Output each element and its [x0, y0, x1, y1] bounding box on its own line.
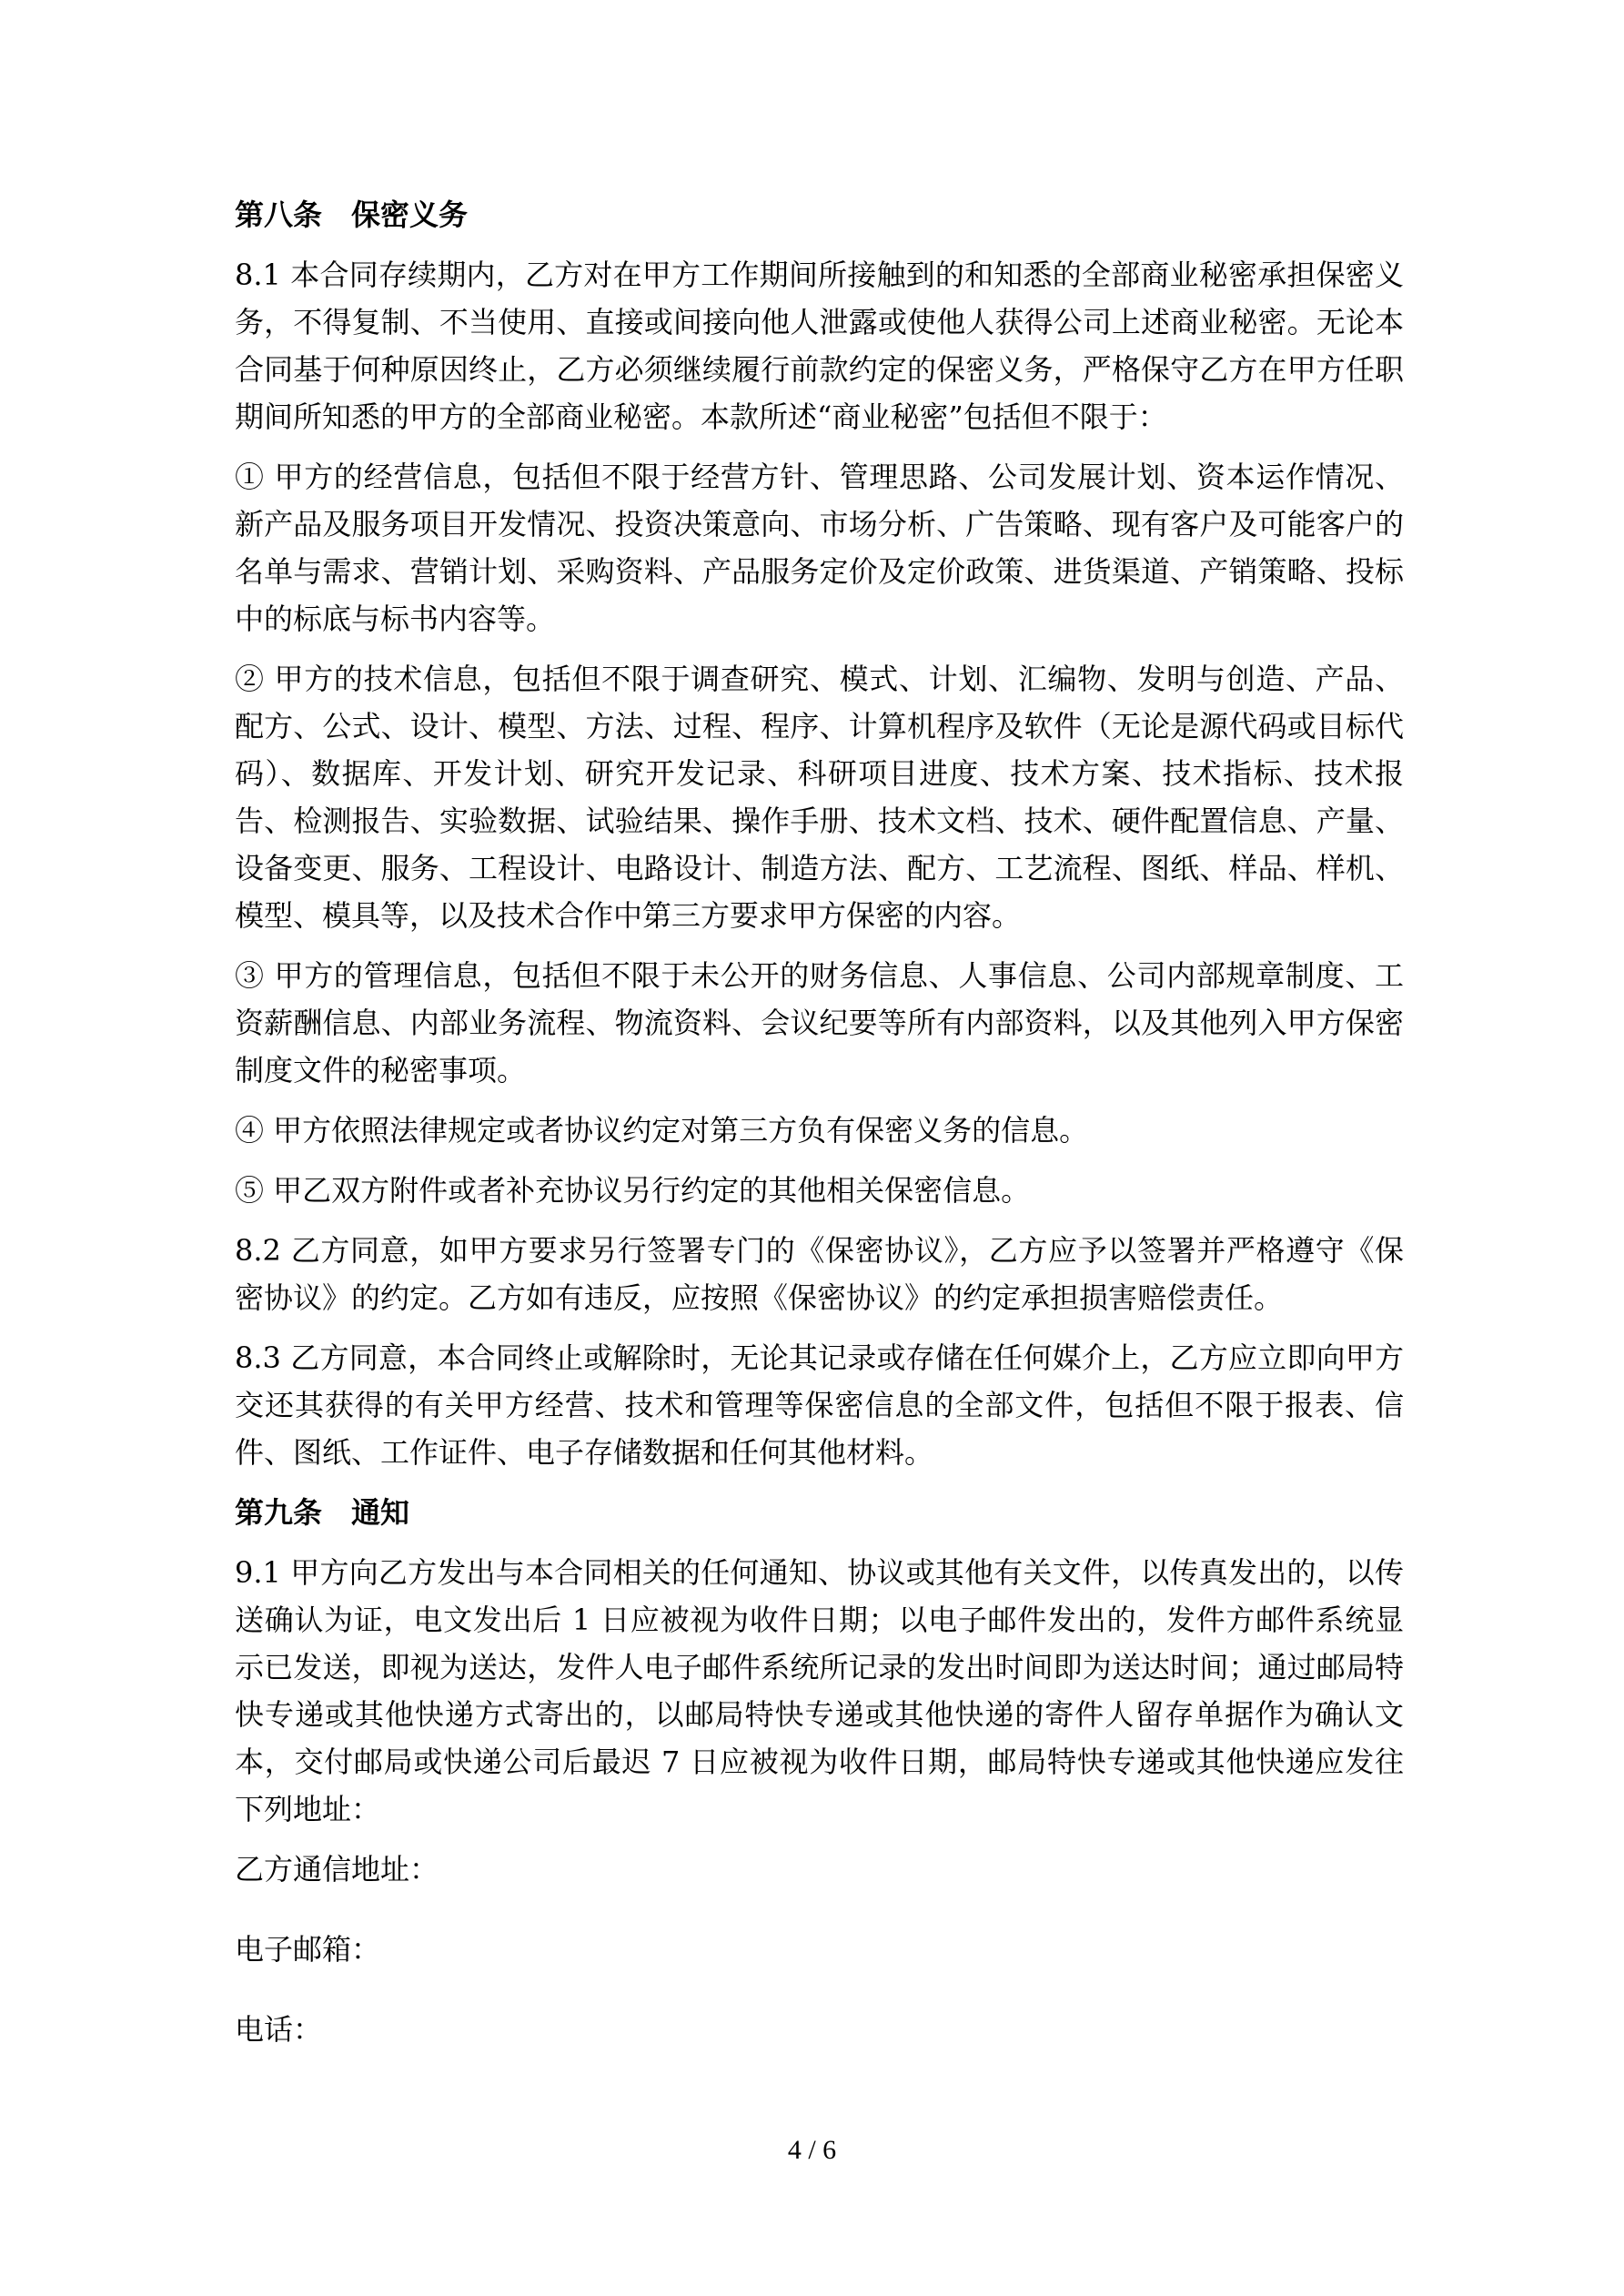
article-9-heading: 第九条 通知 — [235, 1495, 410, 1530]
trade-secret-item-2: ② 甲方的技术信息，包括但不限于调查研究、模式、计划、汇编物、发明与创造、产品、配方、公式、设计、模型、方法、过程、程序、计算机程序及软件（无论是源代码或目标代码）、数据库、开发计划、研究开发记录、科研项目进度、技术方案、技术指标、技术报告、检测报告、实验数据、试验结果、操作手册、技术文档、技术、硬件配置信息、产量、设备变更、服务、工程设计、电路设计、制造方法、配方、工艺流程、图纸、样品、样机、模型、模具等，以及技术合作中第三方要求甲方保密的内容。 — [235, 662, 1404, 933]
clause-8-3: 8.3 乙方同意，本合同终止或解除时，无论其记录或存储在任何媒介上，乙方应立即向甲方交还其获得的有关甲方经营、技术和管理等保密信息的全部文件，包括但不限于报表、信件、图纸、工作证件、电子存储数据和任何其他材料。 — [235, 1340, 1404, 1470]
trade-secret-item-3: ③ 甲方的管理信息，包括但不限于未公开的财务信息、人事信息、公司内部规章制度、工资薪酬信息、内部业务流程、物流资料、会议纪要等所有内部资料，以及其他列入甲方保密制度文件的秘密事项。 — [235, 958, 1404, 1087]
article-8-heading: 第八条 保密义务 — [235, 197, 469, 232]
page-number: 4 / 6 — [787, 2135, 837, 2165]
phone-field-label: 电话： — [235, 2012, 323, 2047]
trade-secret-item-1: ① 甲方的经营信息，包括但不限于经营方针、管理思路、公司发展计划、资本运作情况、新产品及服务项目开发情况、投资决策意向、市场分析、广告策略、现有客户及可能客户的名单与需求、营销计划、采购资料、产品服务定价及定价政策、进货渠道、产销策略、投标中的标底与标书内容等。 — [235, 460, 1404, 636]
trade-secret-item-4: ④ 甲方依照法律规定或者协议约定对第三方负有保密义务的信息。 — [235, 1113, 1089, 1148]
clause-8-1: 8.1 本合同存续期内，乙方对在甲方工作期间所接触到的和知悉的全部商业秘密承担保密义务，不得复制、不当使用、直接或间接向他人泄露或使他人获得公司上述商业秘密。无论本合同基于何种原因终止，乙方必须继续履行前款约定的保密义务，严格保守乙方在甲方任职期间所知悉的甲方的全部商业秘密。本款所述“商业秘密”包括但不限于： — [235, 258, 1404, 434]
trade-secret-item-5: ⑤ 甲乙双方附件或者补充协议另行约定的其他相关保密信息。 — [235, 1173, 1031, 1208]
email-field-label: 电子邮箱： — [235, 1932, 381, 1967]
address-field-label: 乙方通信地址： — [235, 1852, 439, 1886]
page-content — [235, 191, 1404, 2086]
clause-8-2: 8.2 乙方同意，如甲方要求另行签署专门的《保密协议》，乙方应予以签署并严格遵守《保密协议》的约定。乙方如有违反，应按照《保密协议》的约定承担损害赔偿责任。 — [235, 1233, 1404, 1315]
clause-9-1: 9.1 甲方向乙方发出与本合同相关的任何通知、协议或其他有关文件，以传真发出的，以传送确认为证，电文发出后 1 日应被视为收件日期；以电子邮件发出的，发件方邮件系统显示已发送，即视为送达，发件人电子邮件系统所记录的发出时间即为送达时间；通过邮局特快专递或其他快递方式寄出的，以邮局特快专递或其他快递的寄件人留存单据作为确认文本，交付邮局或快递公司后最迟 7 日应被视为收件日期，邮局特快专递或其他快递应发往下列地址： — [235, 1555, 1404, 1826]
